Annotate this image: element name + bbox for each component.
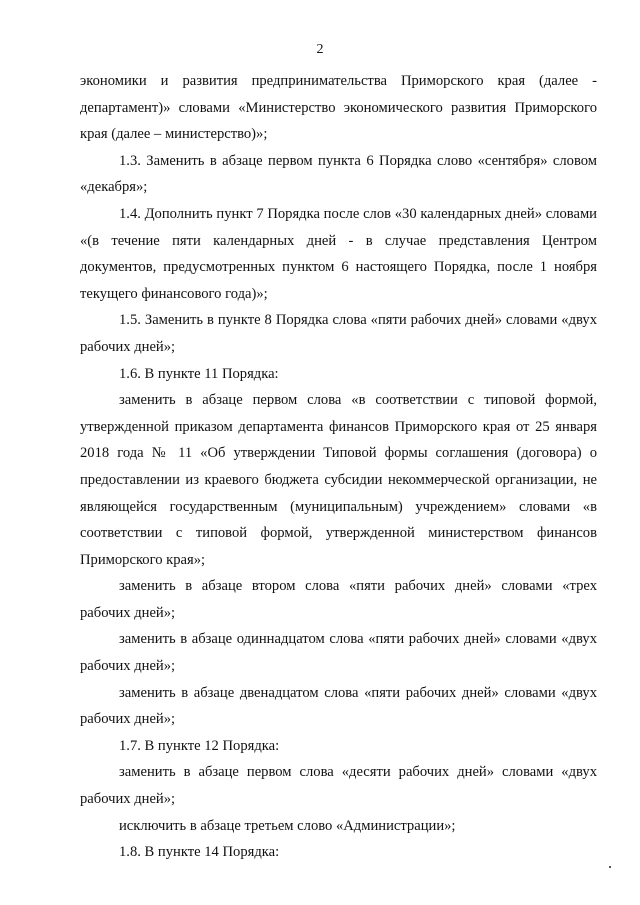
scan-dot xyxy=(609,866,611,868)
paragraph-1-7-item-1: заменить в абзаце первом слова «десяти рабочих дней» словами «двух рабочих дней»; xyxy=(80,764,597,808)
paragraph-1-4: 1.4. Дополнить пункт 7 Порядка после слов «30 календарных дней» словами «(в течение пяти календарных дней - в случае представления Центром документов, предусмотренных пунктом 6 настоящего Порядка, после 1 ноября текущего финансового года)»; xyxy=(80,205,597,302)
paragraph-1-8: 1.8. В пункте 14 Порядка: xyxy=(119,844,280,861)
paragraph-1-6: 1.6. В пункте 11 Порядка: xyxy=(119,365,279,382)
paragraph-1-7-item-2: исключить в абзаце третьем слово «Администрации»; xyxy=(119,817,456,834)
paragraph-1-5: 1.5. Заменить в пункте 8 Порядка слова «пяти рабочих дней» словами «двух рабочих дней»; xyxy=(80,312,597,355)
document-body xyxy=(80,68,597,866)
page-number: 2 xyxy=(316,42,324,57)
paragraph-1-3: 1.3. Заменить в абзаце первом пункта 6 Порядка слово «сентября» словом «декабря»; xyxy=(80,152,597,196)
paragraph-1-6-item-1: заменить в абзаце первом слова «в соответствии с типовой формой, утвержденной приказом департамента финансов Приморского края от 25 января 2018 года № 11 «Об утверждении Типовой формы соглашения (договора) о предоставлении из краевого бюджета субсидии некоммерческой организации, не являющейся государственным (муниципальным) учреждением» словами «в соответствии с типовой формой, утвержденной министерством финансов Приморского края»; xyxy=(80,392,597,568)
paragraph-1-6-item-2: заменить в абзаце втором слова «пяти рабочих дней» словами «трех рабочих дней»; xyxy=(80,578,597,621)
paragraph-1-6-item-3: заменить в абзаце одиннадцатом слова «пяти рабочих дней» словами «двух рабочих дней»; xyxy=(80,631,597,675)
paragraph-continuation: экономики и развития предпринимательства Приморского края (далее - департамент)» словами «Министерство экономического развития Приморского края (далее – министерство)»; xyxy=(80,73,597,143)
paragraph-1-6-item-4: заменить в абзаце двенадцатом слова «пяти рабочих дней» словами «двух рабочих дней»; xyxy=(80,684,597,728)
paragraph-1-7: 1.7. В пункте 12 Порядка: xyxy=(119,737,280,754)
